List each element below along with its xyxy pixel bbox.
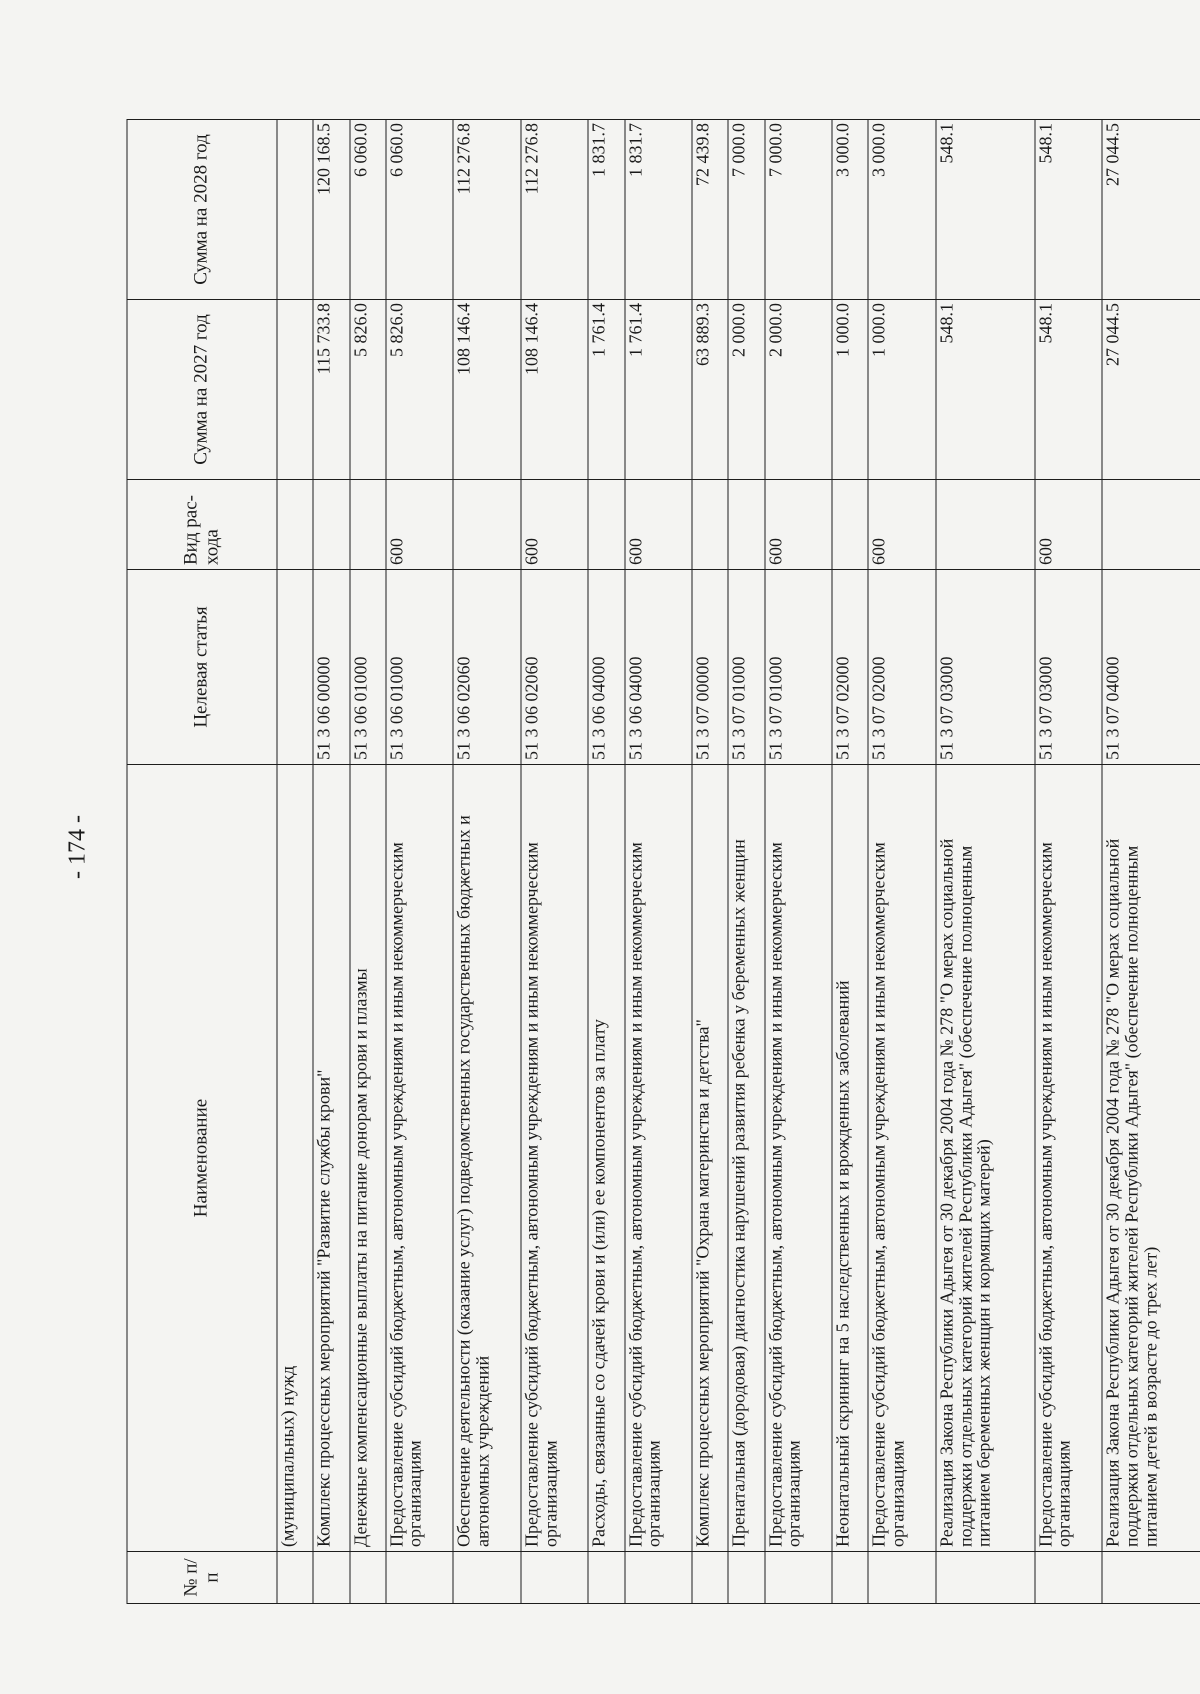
table-row bbox=[350, 120, 386, 1604]
row-name: Пренатальная (дородовая) диагностика нарушений развития ребенка у беременных женщин bbox=[728, 765, 764, 1552]
row-num bbox=[350, 1552, 386, 1604]
row-vid bbox=[728, 480, 764, 570]
row-name: Расходы, связанные со сдачей крови и (или) ее компонентов за плату bbox=[588, 765, 624, 1552]
table-row bbox=[936, 120, 1035, 1604]
row-sum-2028: 1 831.7 bbox=[588, 120, 624, 300]
row-sum-2027 bbox=[277, 300, 313, 480]
row-name: Предоставление субсидий бюджетным, автономным учреждениям и иным некоммерческим организациям bbox=[521, 765, 589, 1552]
row-num bbox=[625, 1552, 693, 1604]
row-vid bbox=[277, 480, 313, 570]
row-num bbox=[765, 1552, 833, 1604]
header-row bbox=[127, 120, 277, 1604]
row-name: Предоставление субсидий бюджетным, автономным учреждениям и иным некоммерческим организациям bbox=[765, 765, 833, 1552]
row-sum-2027: 1 761.4 bbox=[625, 300, 693, 480]
row-vid: 600 bbox=[1035, 480, 1103, 570]
row-num bbox=[1035, 1552, 1103, 1604]
row-vid bbox=[936, 480, 1035, 570]
table-row bbox=[625, 120, 693, 1604]
table-row bbox=[868, 120, 936, 1604]
row-sum-2027: 548.1 bbox=[936, 300, 1035, 480]
row-target: 51 3 06 04000 bbox=[588, 570, 624, 765]
row-sum-2028: 6 060.0 bbox=[350, 120, 386, 300]
row-target: 51 3 07 02000 bbox=[868, 570, 936, 765]
row-vid bbox=[588, 480, 624, 570]
row-sum-2028: 120 168.5 bbox=[313, 120, 349, 300]
row-name: (муниципальных) нужд bbox=[277, 765, 313, 1552]
row-num bbox=[936, 1552, 1035, 1604]
row-sum-2028: 3 000.0 bbox=[832, 120, 868, 300]
row-num bbox=[868, 1552, 936, 1604]
table-row bbox=[521, 120, 589, 1604]
row-num bbox=[277, 1552, 313, 1604]
row-vid: 600 bbox=[765, 480, 833, 570]
row-vid bbox=[692, 480, 728, 570]
row-sum-2027: 5 826.0 bbox=[386, 300, 454, 480]
table-row bbox=[588, 120, 624, 1604]
header-name: Наименование bbox=[127, 765, 277, 1552]
row-target: 51 3 06 01000 bbox=[350, 570, 386, 765]
row-target: 51 3 07 00000 bbox=[692, 570, 728, 765]
row-sum-2027: 115 733.8 bbox=[313, 300, 349, 480]
table-row bbox=[386, 120, 454, 1604]
row-num bbox=[588, 1552, 624, 1604]
page-number: - 174 - bbox=[64, 815, 91, 879]
row-target: 51 3 06 01000 bbox=[386, 570, 454, 765]
row-vid bbox=[832, 480, 868, 570]
table-row bbox=[453, 120, 521, 1604]
table-row bbox=[765, 120, 833, 1604]
row-num bbox=[1102, 1552, 1200, 1604]
header-vid: Вид рас- хода bbox=[127, 480, 277, 570]
row-name: Реализация Закона Республики Адыгея от 30 декабря 2004 года № 278 "О мерах социальной поддержки отдельных категорий жителей Республики Адыгея" (обеспечение полноценным питанием детей в возрасте до трех лет) bbox=[1102, 765, 1200, 1552]
row-sum-2027: 1 000.0 bbox=[832, 300, 868, 480]
row-vid: 600 bbox=[868, 480, 936, 570]
table-row bbox=[832, 120, 868, 1604]
row-name: Денежные компенсационные выплаты на питание донорам крови и плазмы bbox=[350, 765, 386, 1552]
row-num bbox=[692, 1552, 728, 1604]
row-sum-2027: 2 000.0 bbox=[765, 300, 833, 480]
budget-table bbox=[127, 119, 1200, 1604]
row-sum-2027: 2 000.0 bbox=[728, 300, 764, 480]
row-sum-2027: 1 761.4 bbox=[588, 300, 624, 480]
row-sum-2028: 548.1 bbox=[1035, 120, 1103, 300]
row-vid: 600 bbox=[625, 480, 693, 570]
row-target: 51 3 06 04000 bbox=[625, 570, 693, 765]
table-row bbox=[277, 120, 313, 1604]
row-vid bbox=[1102, 480, 1200, 570]
row-target: 51 3 07 01000 bbox=[765, 570, 833, 765]
row-num bbox=[521, 1552, 589, 1604]
header-sum-2027: Сумма на 2027 год bbox=[127, 300, 277, 480]
row-name: Предоставление субсидий бюджетным, автономным учреждениям и иным некоммерческим организациям bbox=[625, 765, 693, 1552]
row-num bbox=[386, 1552, 454, 1604]
row-sum-2027: 63 889.3 bbox=[692, 300, 728, 480]
row-target: 51 3 06 00000 bbox=[313, 570, 349, 765]
row-target: 51 3 06 02060 bbox=[453, 570, 521, 765]
header-target: Целевая статья bbox=[127, 570, 277, 765]
row-target: 51 3 07 01000 bbox=[728, 570, 764, 765]
table-row bbox=[728, 120, 764, 1604]
row-num bbox=[832, 1552, 868, 1604]
row-name: Обеспечение деятельности (оказание услуг) подведомственных государственных бюджетных и автономных учреждений bbox=[453, 765, 521, 1552]
row-sum-2028 bbox=[277, 120, 313, 300]
row-vid: 600 bbox=[521, 480, 589, 570]
header-num: № п/п bbox=[127, 1552, 277, 1604]
table-row bbox=[1035, 120, 1103, 1604]
row-name: Реализация Закона Республики Адыгея от 30 декабря 2004 года № 278 "О мерах социальной поддержки отдельных категорий жителей Республики Адыгея" (обеспечение полноценным питанием беременных женщин и кормящих матерей) bbox=[936, 765, 1035, 1552]
row-name: Комплекс процессных мероприятий "Развитие службы крови" bbox=[313, 765, 349, 1552]
header-sum-2028: Сумма на 2028 год bbox=[127, 120, 277, 300]
row-sum-2028: 72 439.8 bbox=[692, 120, 728, 300]
row-vid: 600 bbox=[386, 480, 454, 570]
row-sum-2028: 112 276.8 bbox=[453, 120, 521, 300]
row-name: Неонатальный скрининг на 5 наследственных и врожденных заболеваний bbox=[832, 765, 868, 1552]
row-target: 51 3 06 02060 bbox=[521, 570, 589, 765]
row-sum-2027: 108 146.4 bbox=[521, 300, 589, 480]
row-sum-2027: 27 044.5 bbox=[1102, 300, 1200, 480]
row-sum-2028: 112 276.8 bbox=[521, 120, 589, 300]
row-sum-2028: 1 831.7 bbox=[625, 120, 693, 300]
row-sum-2028: 6 060.0 bbox=[386, 120, 454, 300]
row-target: 51 3 07 04000 bbox=[1102, 570, 1200, 765]
row-num bbox=[453, 1552, 521, 1604]
row-vid bbox=[350, 480, 386, 570]
row-name: Предоставление субсидий бюджетным, автономным учреждениям и иным некоммерческим организациям bbox=[1035, 765, 1103, 1552]
row-vid bbox=[313, 480, 349, 570]
row-num bbox=[313, 1552, 349, 1604]
row-sum-2028: 7 000.0 bbox=[728, 120, 764, 300]
row-sum-2027: 1 000.0 bbox=[868, 300, 936, 480]
rotated-table-container bbox=[127, 120, 1200, 1604]
row-target: 51 3 07 03000 bbox=[1035, 570, 1103, 765]
row-target: 51 3 07 02000 bbox=[832, 570, 868, 765]
row-sum-2027: 5 826.0 bbox=[350, 300, 386, 480]
row-sum-2028: 27 044.5 bbox=[1102, 120, 1200, 300]
row-sum-2027: 548.1 bbox=[1035, 300, 1103, 480]
row-target bbox=[277, 570, 313, 765]
row-sum-2028: 3 000.0 bbox=[868, 120, 936, 300]
table-row bbox=[692, 120, 728, 1604]
row-name: Предоставление субсидий бюджетным, автономным учреждениям и иным некоммерческим организациям bbox=[868, 765, 936, 1552]
row-name: Комплекс процессных мероприятий "Охрана материнства и детства" bbox=[692, 765, 728, 1552]
row-sum-2027: 108 146.4 bbox=[453, 300, 521, 480]
row-name: Предоставление субсидий бюджетным, автономным учреждениям и иным некоммерческим организациям bbox=[386, 765, 454, 1552]
row-sum-2028: 548.1 bbox=[936, 120, 1035, 300]
row-num bbox=[728, 1552, 764, 1604]
table-row bbox=[1102, 120, 1200, 1604]
row-vid bbox=[453, 480, 521, 570]
row-target: 51 3 07 03000 bbox=[936, 570, 1035, 765]
row-sum-2028: 7 000.0 bbox=[765, 120, 833, 300]
table-row bbox=[313, 120, 349, 1604]
